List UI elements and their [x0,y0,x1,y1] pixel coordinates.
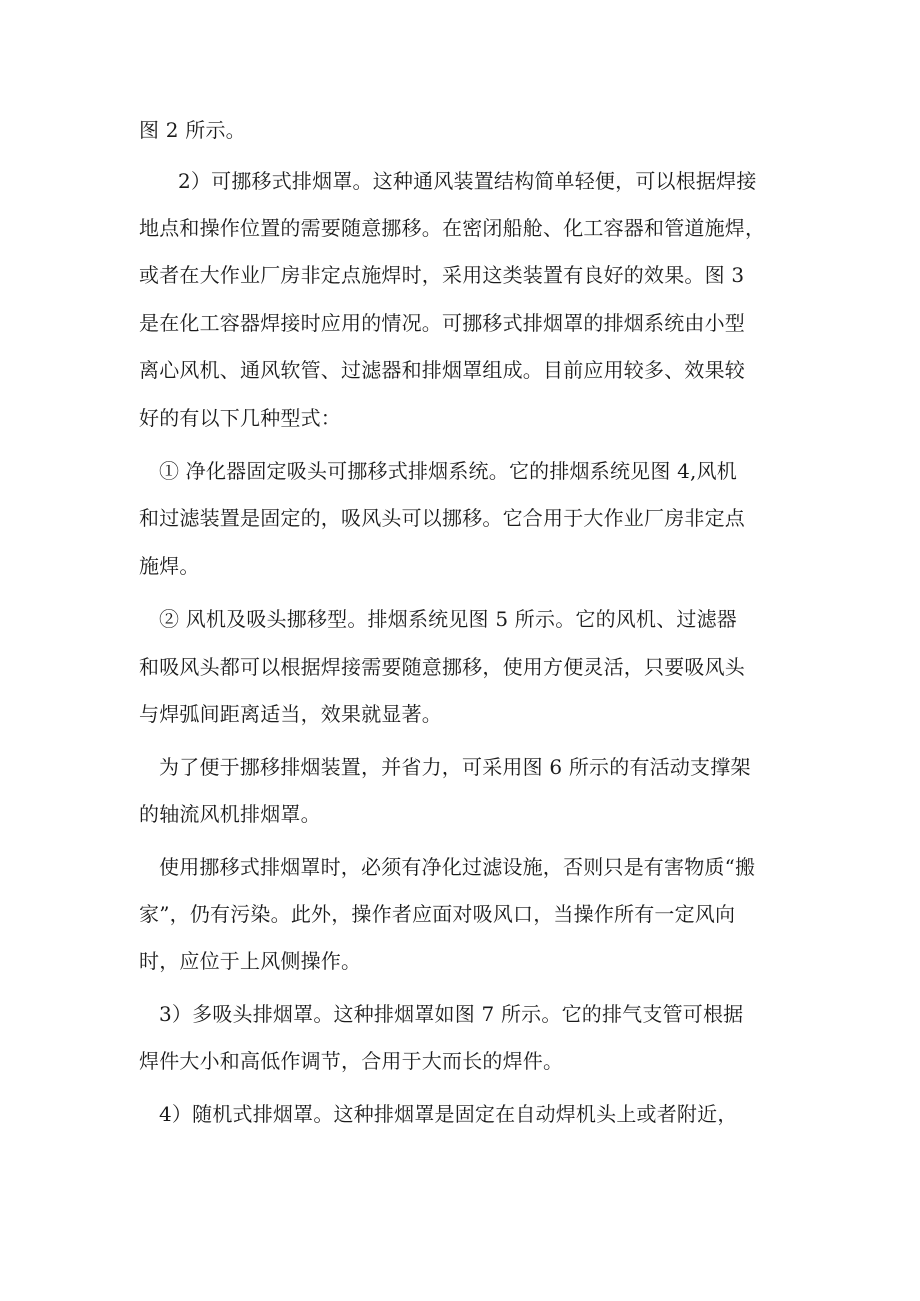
text-line: 的轴流风机排烟罩。 [139,802,321,826]
text-line: 图 2 所示。 [139,118,246,142]
text-line: 施焊。 [139,554,200,578]
text-line: 是在化工容器焊接时应用的情况。可挪移式排烟罩的排烟系统由小型 [139,311,745,335]
text-line: 时，应位于上风侧操作。 [139,949,362,973]
text-line: 和吸风头都可以根据焊接需要随意挪移，使用方便灵活，只要吸风头 [139,655,745,679]
text-line: ② 风机及吸头挪移型。排烟系统见图 5 所示。它的风机、过滤器 [159,607,737,631]
text-line: 焊件大小和高低作调节，合用于大而长的焊件。 [139,1049,564,1073]
text-line: 3）多吸头排烟罩。这种排烟罩如图 7 所示。它的排气支管可根据 [159,1002,744,1026]
text-line: 2）可挪移式排烟罩。这种通风装置结构简单轻便，可以根据焊接 [178,169,757,193]
text-line: 地点和操作位置的需要随意挪移。在密闭船舱、化工容器和管道施焊， [139,216,766,240]
text-line: 离心风机、通风软管、过滤器和排烟罩组成。目前应用较多、效果较 [139,358,745,382]
text-line: 4）随机式排烟罩。这种排烟罩是固定在自动焊机头上或者附近， [159,1102,738,1126]
text-line: 与焊弧间距离适当，效果就显著。 [139,702,442,726]
text-line: 使用挪移式排烟罩时，必须有净化过滤设施，否则只是有害物质“搬 [159,855,756,879]
text-line: 家”，仍有污染。此外，操作者应面对吸风口，当操作所有一定风向 [139,902,736,926]
text-line: ① 净化器固定吸头可挪移式排烟系统。它的排烟系统见图 4,风机 [159,459,737,483]
text-line: 或者在大作业厂房非定点施焊时，采用这类装置有良好的效果。图 3 [139,263,745,287]
text-line: 好的有以下几种型式： [139,406,341,430]
text-line: 和过滤装置是固定的，吸风头可以挪移。它合用于大作业厂房非定点 [139,506,745,530]
text-line: 为了便于挪移排烟装置，并省力，可采用图 6 所示的有活动支撑架 [159,755,751,779]
